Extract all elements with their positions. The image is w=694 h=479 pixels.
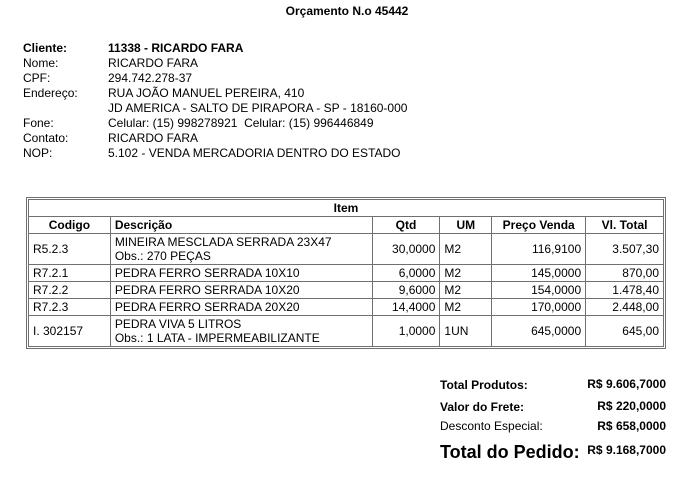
total-produtos-value: R$ 9.606,7000	[587, 377, 666, 391]
phone-label: Fone:	[23, 116, 54, 130]
nop-value: 5.102 - VENDA MERCADORIA DENTRO DO ESTADO	[108, 146, 401, 160]
cpf-value: 294.742.278-37	[108, 71, 193, 85]
cell-codigo: R5.2.3	[29, 234, 111, 265]
table-row	[29, 234, 664, 265]
items-table	[28, 199, 664, 347]
cell-descricao	[110, 234, 372, 265]
cell-um: 1UN	[440, 316, 492, 347]
contact-row	[23, 131, 407, 146]
frete-row	[440, 398, 666, 418]
cell-total: 645,00	[586, 316, 664, 347]
contact-value: RICARDO FARA	[108, 131, 199, 145]
cell-codigo: R7.2.2	[29, 282, 111, 299]
address-row	[23, 86, 407, 101]
phone-row	[23, 116, 407, 131]
cell-codigo: R7.2.3	[29, 299, 111, 316]
phone-value: Celular: (15) 998278921 Celular: (15) 996446849	[108, 116, 374, 130]
totals-block	[440, 376, 666, 464]
cell-qtd: 9,6000	[372, 282, 440, 299]
address-line-2: JD AMERICA - SALTO DE PIRAPORA - SP - 18160-000	[108, 101, 408, 115]
cell-total: 3.507,30	[586, 234, 664, 265]
item-obs: Obs.: 270 PEÇAS	[114, 249, 211, 263]
total-pedido-label: Total do Pedido:	[440, 442, 580, 462]
cell-preco: 145,0000	[492, 265, 586, 282]
cell-um: M2	[440, 299, 492, 316]
table-row	[29, 316, 664, 347]
desconto-row	[440, 418, 666, 438]
header-codigo: Codigo	[29, 217, 111, 234]
items-caption: Item	[29, 200, 664, 217]
cpf-label: CPF:	[23, 71, 51, 85]
cell-qtd: 1,0000	[372, 316, 440, 347]
cell-qtd: 30,0000	[372, 234, 440, 265]
cell-total: 870,00	[586, 265, 664, 282]
header-total: Vl. Total	[586, 217, 664, 234]
cell-um: M2	[440, 282, 492, 299]
name-label: Nome:	[23, 56, 59, 70]
total-produtos-row	[440, 376, 666, 398]
table-row	[29, 299, 664, 316]
address-spacer	[23, 101, 108, 116]
total-pedido-value: R$ 9.168,7000	[587, 443, 666, 457]
cell-codigo: R7.2.1	[29, 265, 111, 282]
page-title: Orçamento N.o 45442	[285, 4, 409, 18]
item-description: MINEIRA MESCLADA SERRADA 23X47	[114, 235, 332, 249]
cell-qtd: 14,4000	[372, 299, 440, 316]
frete-label: Valor do Frete:	[440, 400, 525, 414]
header-descricao: Descrição	[110, 217, 372, 234]
name-row	[23, 56, 407, 71]
contact-label: Contato:	[23, 131, 69, 145]
cell-descricao: PEDRA FERRO SERRADA 10X20	[110, 282, 372, 299]
total-pedido-row	[440, 438, 666, 464]
desconto-label: Desconto Especial:	[440, 419, 543, 433]
cell-preco: 116,9100	[492, 234, 586, 265]
item-description: PEDRA VIVA 5 LITROS	[114, 317, 242, 331]
header-um: UM	[440, 217, 492, 234]
address-line-1: RUA JOÃO MANUEL PEREIRA, 410	[108, 86, 305, 100]
table-row	[29, 282, 664, 299]
total-produtos-label: Total Produtos:	[440, 378, 528, 392]
header-qtd: Qtd	[372, 217, 440, 234]
cell-preco: 154,0000	[492, 282, 586, 299]
name-value: RICARDO FARA	[108, 56, 199, 70]
cell-qtd: 6,0000	[372, 265, 440, 282]
table-row	[29, 265, 664, 282]
desconto-value: R$ 658,0000	[597, 419, 666, 433]
cell-descricao	[110, 316, 372, 347]
frete-value: R$ 220,0000	[597, 399, 666, 413]
client-row	[23, 41, 407, 56]
cell-um: M2	[440, 234, 492, 265]
cell-descricao: PEDRA FERRO SERRADA 20X20	[110, 299, 372, 316]
header-preco: Preço Venda	[492, 217, 586, 234]
cpf-row	[23, 71, 407, 86]
nop-label: NOP:	[23, 146, 53, 160]
cell-um: M2	[440, 265, 492, 282]
cell-preco: 645,0000	[492, 316, 586, 347]
cell-total: 1.478,40	[586, 282, 664, 299]
cell-descricao: PEDRA FERRO SERRADA 10X10	[110, 265, 372, 282]
cell-codigo: I. 302157	[29, 316, 111, 347]
cell-preco: 170,0000	[492, 299, 586, 316]
address-label: Endereço:	[23, 86, 78, 100]
client-info	[23, 41, 407, 161]
cell-total: 2.448,00	[586, 299, 664, 316]
address-row-2	[23, 101, 407, 116]
item-obs: Obs.: 1 LATA - IMPERMEABILIZANTE	[114, 331, 320, 345]
nop-row	[23, 146, 407, 161]
client-value: 11338 - RICARDO FARA	[108, 41, 244, 55]
client-label: Cliente:	[23, 41, 68, 55]
